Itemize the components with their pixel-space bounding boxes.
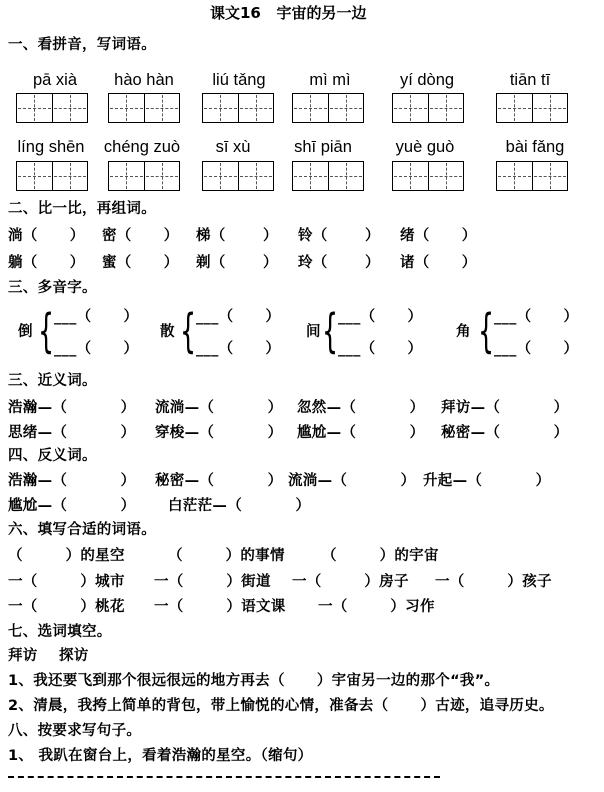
polyphone-char: 散 [160, 324, 175, 340]
pinyin-liu-tang: liú tǎng [212, 71, 266, 89]
pinyin-cheng-zuo: chéng zuò [103, 138, 181, 156]
writing-box[interactable] [16, 93, 88, 123]
writing-box[interactable] [292, 161, 364, 191]
writing-box[interactable] [392, 161, 464, 191]
antonym-item[interactable]: 白茫茫—（ ） [168, 498, 311, 514]
polyphone-blank[interactable]: ___（ ） [54, 309, 139, 325]
compare-item[interactable]: 铃（ ） [298, 228, 380, 244]
brace-glyph: { [180, 304, 197, 358]
pinyin-pa-xia: pā xià [32, 71, 78, 89]
writing-box[interactable] [202, 161, 274, 191]
antonym-item[interactable]: 浩瀚—（ ） [8, 473, 136, 489]
polyphone-char: 间 [306, 324, 321, 340]
antonym-item[interactable]: 秘密—（ ） [155, 473, 283, 489]
pinyin-yue-guo: yuè guò [395, 138, 455, 156]
fill-phrase[interactable]: 一（ ）城市 [8, 574, 125, 590]
antonym-item[interactable]: 尴尬—（ ） [8, 498, 136, 514]
brace-glyph: { [322, 304, 339, 358]
answer-line[interactable] [8, 776, 440, 778]
choose-question-1[interactable]: 1、我还要飞到那个很远很远的地方再去（ ）宇宙另一边的那个“我”。 [8, 673, 500, 689]
compare-item[interactable]: 玲（ ） [298, 255, 380, 271]
synonym-item[interactable]: 思绪—（ ） [8, 425, 136, 441]
fill-phrase[interactable]: 一（ ）孩子 [435, 574, 552, 590]
writing-box[interactable] [496, 93, 568, 123]
synonym-item[interactable]: 穿梭—（ ） [155, 425, 283, 441]
antonym-item[interactable]: 升起—（ ） [423, 473, 551, 489]
section-8-heading: 八、按要求写句子。 [8, 723, 142, 739]
compare-item[interactable]: 绪（ ） [400, 228, 477, 244]
section-2-heading: 二、比一比，再组词。 [8, 201, 156, 217]
section-antonyms-heading: 四、反义词。 [8, 448, 97, 464]
fill-phrase[interactable]: 一（ ）街道 [154, 574, 271, 590]
page-title: 课文16 宇宙的另一边 [210, 4, 367, 22]
compare-item[interactable]: 密（ ） [102, 228, 179, 244]
writing-box[interactable] [16, 161, 88, 191]
pinyin-si-xu: sī xù [215, 138, 251, 156]
pinyin-shi-pian: shī piān [294, 138, 352, 156]
writing-box[interactable] [108, 161, 180, 191]
polyphone-blank[interactable]: ___（ ） [494, 341, 579, 357]
polyphone-blank[interactable]: ___（ ） [196, 341, 281, 357]
pinyin-tian-ti: tiān tī [509, 71, 551, 89]
fill-phrase[interactable]: （ ）的星空 [8, 548, 125, 564]
compare-item[interactable]: 梯（ ） [196, 228, 278, 244]
synonym-item[interactable]: 秘密—（ ） [441, 425, 569, 441]
choose-question-2[interactable]: 2、清晨，我挎上简单的背包，带上愉悦的心情，准备去（ ）古迹，追寻历史。 [8, 698, 554, 714]
fill-phrase[interactable]: 一（ ）习作 [318, 599, 435, 615]
polyphone-char: 倒 [18, 324, 33, 340]
fill-phrase[interactable]: （ ）的事情 [168, 548, 285, 564]
section-7-heading: 七、选词填空。 [8, 624, 112, 640]
compare-item[interactable]: 淌（ ） [8, 228, 85, 244]
synonym-item[interactable]: 尴尬—（ ） [297, 425, 425, 441]
section-synonyms-heading: 三、近义词。 [8, 373, 97, 389]
synonym-item[interactable]: 拜访—（ ） [441, 400, 569, 416]
polyphone-blank[interactable]: ___（ ） [494, 309, 579, 325]
polyphone-blank[interactable]: ___（ ） [338, 309, 423, 325]
compare-item[interactable]: 诸（ ） [400, 255, 477, 271]
pinyin-ling-shen: líng shēn [17, 138, 85, 156]
compare-item[interactable]: 躺（ ） [8, 255, 85, 271]
pinyin-hao-han: hào hàn [114, 71, 174, 89]
brace-glyph: { [38, 304, 55, 358]
antonym-item[interactable]: 流淌—（ ） [288, 473, 416, 489]
compare-item[interactable]: 蜜（ ） [102, 255, 179, 271]
fill-phrase[interactable]: 一（ ）语文课 [154, 599, 286, 615]
writing-box[interactable] [496, 161, 568, 191]
writing-box[interactable] [202, 93, 274, 123]
fill-phrase[interactable]: （ ）的宇宙 [322, 548, 439, 564]
pinyin-bai-fang: bài fǎng [505, 138, 565, 156]
section-1-heading: 一、看拼音，写词语。 [8, 37, 156, 53]
pinyin-mi-mi: mì mì [309, 71, 351, 89]
word-choices: 拜访 探访 [8, 648, 89, 664]
synonym-item[interactable]: 忽然—（ ） [297, 400, 425, 416]
brace-glyph: { [478, 304, 495, 358]
sentence-question-1: 1、 我趴在窗台上，看着浩瀚的星空。（缩句） [8, 748, 313, 764]
section-3-heading: 三、多音字。 [8, 280, 97, 296]
fill-phrase[interactable]: 一（ ）桃花 [8, 599, 125, 615]
polyphone-blank[interactable]: ___（ ） [54, 341, 139, 357]
writing-box[interactable] [392, 93, 464, 123]
writing-box[interactable] [292, 93, 364, 123]
pinyin-yi-dong: yí dòng [399, 71, 455, 89]
synonym-item[interactable]: 浩瀚—（ ） [8, 400, 136, 416]
synonym-item[interactable]: 流淌—（ ） [155, 400, 283, 416]
compare-item[interactable]: 剃（ ） [196, 255, 278, 271]
fill-phrase[interactable]: 一（ ）房子 [292, 574, 409, 590]
polyphone-blank[interactable]: ___（ ） [338, 341, 423, 357]
polyphone-blank[interactable]: ___（ ） [196, 309, 281, 325]
writing-box[interactable] [108, 93, 180, 123]
polyphone-char: 角 [456, 324, 471, 340]
section-6-heading: 六、填写合适的词语。 [8, 522, 156, 538]
